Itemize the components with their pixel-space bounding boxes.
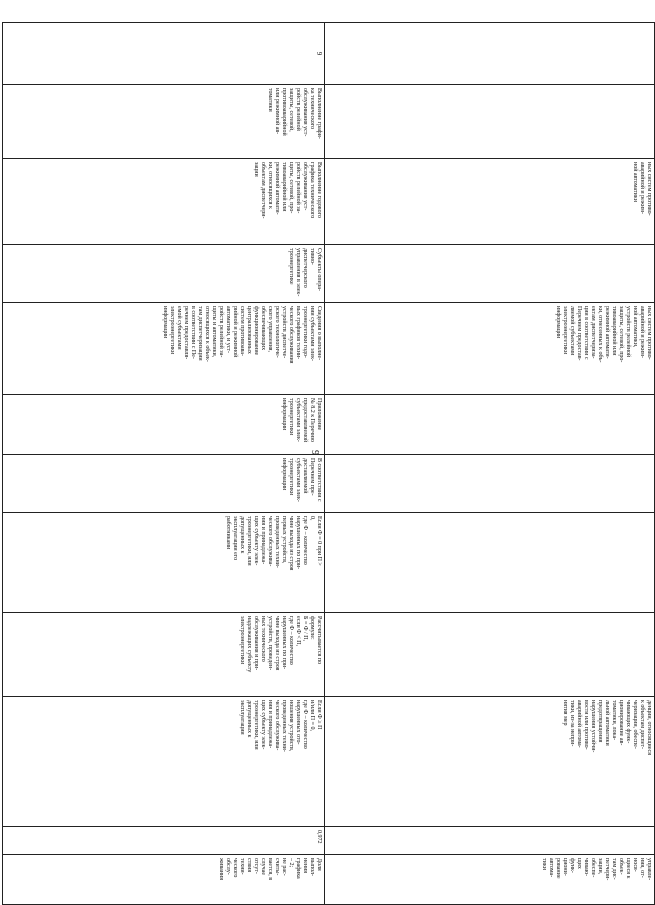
- note-cell: Доля выпол- нения графика – 2; не рас- считы- вается, в случае отсут- ствия техни- ческого обслу- живания: [3, 855, 325, 905]
- actions-cell: ных систем противо- аварийной и режим- ной автоматики, устройств релейной защиты, сетевой, про- тивоаварийной или режимной автомати- ки, отнесенных к объ- ектам диспетчериза- ции в соответствии с Перечнем предостав- ляемой субъектами электроэнергетики информации: [325, 303, 655, 395]
- value-cell: [325, 827, 655, 855]
- value-cell: 0,972: [3, 827, 325, 855]
- row-number: 9: [3, 23, 325, 85]
- procedure-cell: В соответствии с Перечнем пре- доставляемой субъектами элек- троэнергетики информации: [3, 455, 325, 513]
- formula-cell: Если Ф = 0 при П > 0, где Ф – количество нарушенных по при- чине выхода из строя первых устройств, проведенных техни- ческого обслужива- ния и принадлежа- щих субъекту элек- троэнергетики, или допущенных к эксплуатации его работниками: [3, 513, 325, 613]
- note-cell: управле- ния, от- нося- щиеся к объек- там дис- петчери- зации, обеспе- чиваю- щих функ- циони- рование автома- тики: [325, 855, 655, 905]
- actions-cell: Сведения о выполне- нии субъектами элек- троэнергетики годо- вых графиков техни- ческого обслуживания устройств диспетче- рского технологиче- ского управления, обеспечивающих функционирование централизованных систем противоава- рийной и режимной автоматики, и уст- ройств релейной за- щиты и автоматики, относящихся к объек- там диспетчеризации в соответствии с Пе- речнем предоставля- емой субъектами электроэнергетики информации: [3, 303, 325, 395]
- calc-cell: Рассчитывается по формуле: Б = Ф / П, если Ф < П, где Ф – количество нарушенных по при- чине выхода из строя устройств, проведен- ных технического обслуживания и при- надлежащих субъекту электроэнергетики: [3, 613, 325, 697]
- page-number: 9: [309, 450, 320, 455]
- row-number: [325, 23, 655, 85]
- executor-cell: Субъекты опера- тивно- диспетчерского управления в элек- троэнергетике: [3, 245, 325, 303]
- indicators-table: [2, 22, 655, 905]
- document-cell: [325, 395, 655, 455]
- definition-cell: Если Ф ≥ П и/или П = 0, где Ф – количество нарушенных ото- ношения устройств, проведенных техни- ческого обслужива- ния и принадлежа- щих субъекту элек- троэнергетики, или допущенных к эксплуатации: [3, 697, 325, 827]
- procedure-cell: [325, 455, 655, 513]
- measure-cell: [325, 85, 655, 159]
- formula-cell: [325, 513, 655, 613]
- measure-cell: Выполнение графи- ка технического обслуживания уст- ройств релейной защиты, сетевой, противоаварийной или режимной ав- томатики: [3, 85, 325, 159]
- result-cell: Выполнение годового графика технического обслуживания уст- ройств релейной за- щиты, сетевой, про- тивоаварийной или режимной автомати- ки, относящихся к объектам диспетчери- зации: [3, 159, 325, 245]
- rotated-table-sheet: [3, 22, 655, 904]
- definition-cell: денции, относящиеся к объектам диспет- черизации, обеспе- чивающих функ- ционирование ав- томатики, лока- льной автоматики предотвращения нарушения устойчи- вости или противо- аварийной автома- тики, из-за непри- нятия мер: [325, 697, 655, 827]
- document-cell: Приложение № 8.2 к Перечню предоставляемой субъектами элек- троэнергетики информации: [3, 395, 325, 455]
- table-row: [325, 23, 655, 905]
- table-row: [3, 23, 325, 905]
- result-cell: ных систем противо- аварийной и режим- ной автоматики: [325, 159, 655, 245]
- calc-cell: [325, 613, 655, 697]
- executor-cell: [325, 245, 655, 303]
